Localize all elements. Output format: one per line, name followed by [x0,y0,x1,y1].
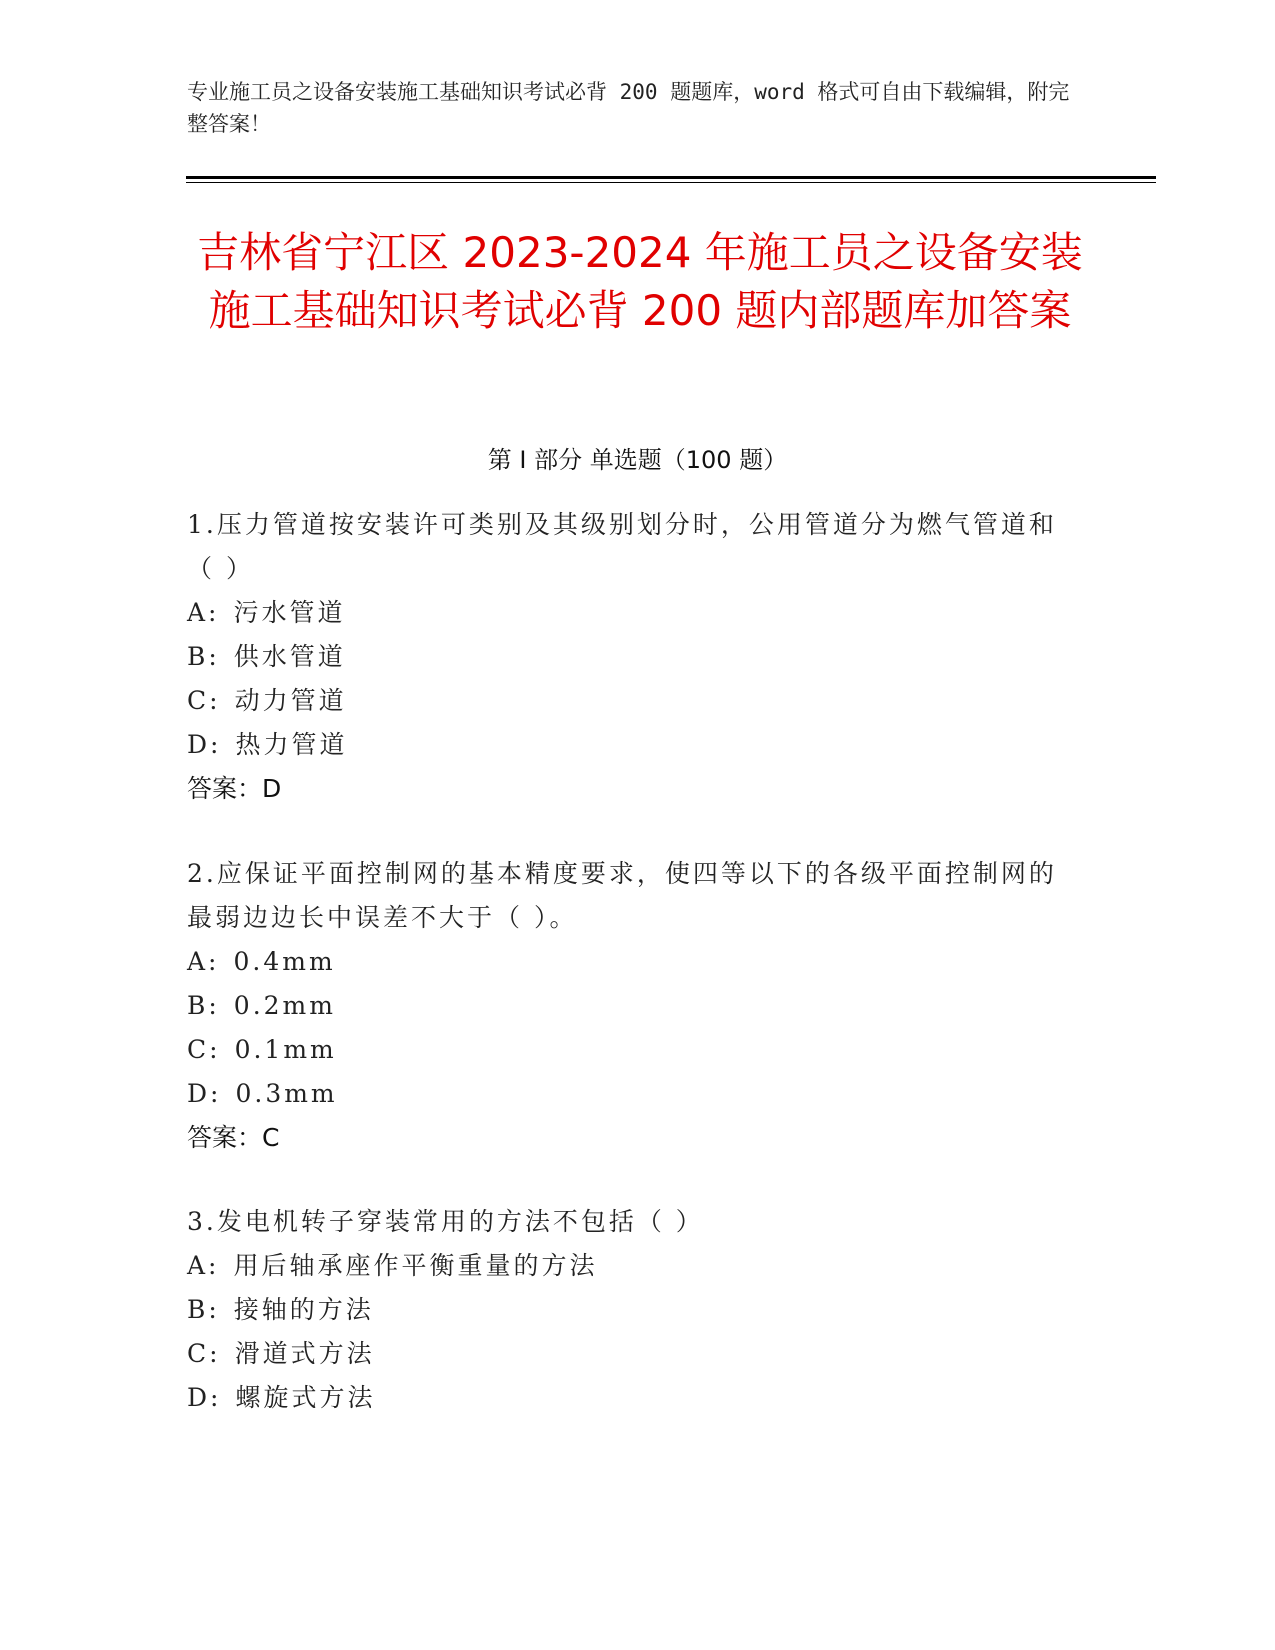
option-b [187,1288,1067,1332]
question-3 [187,1200,1067,1420]
option-label: A: [187,598,220,627]
option-label: D: [187,1383,222,1412]
option-text: 螺旋式方法 [235,1383,376,1412]
option-label: B: [187,642,220,671]
question-1 [187,503,1067,811]
document-title: 吉林省宁江区 2023-2024 年施工员之设备安装施工基础知识考试必背 200 题内部题库加答案 [197,228,1083,335]
header-rule-thin [186,182,1156,183]
section-title: 第 I 部分 单选题（100 题） [487,446,788,474]
option-label: D: [187,730,222,759]
option-a [187,591,1067,635]
answer: 答案：C [187,1123,280,1152]
option-label: A: [187,947,220,976]
option-label: B: [187,991,220,1020]
option-text: 0.1mm [234,1035,337,1064]
option-d [187,723,1067,767]
option-text: 供水管道 [233,642,346,671]
option-text: 滑道式方法 [234,1339,375,1368]
answer: 答案：D [187,774,282,803]
option-label: C: [187,1035,221,1064]
option-c [187,1028,1067,1072]
option-d [187,1376,1067,1420]
option-label: C: [187,686,221,715]
option-c [187,1332,1067,1376]
option-text: 热力管道 [235,730,348,759]
option-text: 污水管道 [233,598,346,627]
header-note: 专业施工员之设备安装施工基础知识考试必背 200 题题库，word 格式可自由下载编辑，附完整答案！ [187,80,1070,136]
option-d [187,1072,1067,1116]
option-label: D: [187,1079,222,1108]
option-a [187,1244,1067,1288]
option-a [187,940,1067,984]
option-c [187,679,1067,723]
option-label: C: [187,1339,221,1368]
option-b [187,635,1067,679]
question-stem: 1.压力管道按安装许可类别及其级别划分时，公用管道分为燃气管道和（ ） [187,510,1057,583]
option-label: A: [187,1251,220,1280]
option-text: 0.2mm [233,991,336,1020]
question-stem: 3.发电机转子穿装常用的方法不包括（ ） [187,1207,704,1236]
question-stem: 2.应保证平面控制网的基本精度要求，使四等以下的各级平面控制网的最弱边边长中误差不大于（ ）。 [187,859,1057,932]
option-text: 用后轴承座作平衡重量的方法 [233,1251,598,1280]
option-label: B: [187,1295,220,1324]
question-2 [187,852,1067,1160]
option-b [187,984,1067,1028]
header-rule-thick [186,176,1156,179]
option-text: 0.4mm [233,947,336,976]
option-text: 动力管道 [234,686,347,715]
option-text: 接轴的方法 [233,1295,374,1324]
option-text: 0.3mm [235,1079,338,1108]
